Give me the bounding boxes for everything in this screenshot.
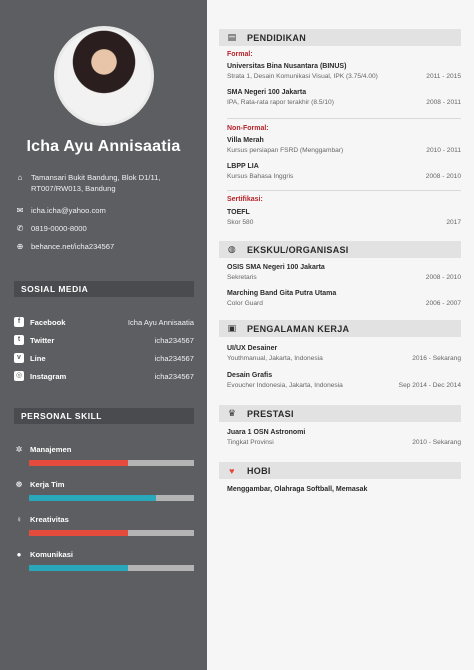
heart-icon: ♥ bbox=[229, 465, 235, 476]
twitter-icon: t bbox=[14, 335, 24, 345]
skill-bar-fill bbox=[29, 565, 128, 571]
formal-label: Formal: bbox=[227, 51, 253, 58]
skill-heading: PERSONAL SKILL bbox=[14, 408, 194, 424]
divider bbox=[227, 190, 461, 191]
skill-item bbox=[14, 513, 194, 536]
skill-bar bbox=[29, 460, 194, 466]
sertifikasi-label: Sertifikasi: bbox=[227, 196, 263, 203]
skill-bar-fill bbox=[29, 530, 128, 536]
profile-photo bbox=[54, 26, 154, 126]
skill-label: Kerja Tim bbox=[30, 479, 65, 489]
trophy-icon: ♛ bbox=[227, 408, 237, 418]
gear-icon: ✲ bbox=[15, 444, 23, 454]
section-ekskul-heading: ◍ EKSKUL/ORGANISASI bbox=[219, 241, 461, 258]
behance-text: behance.net/icha234567 bbox=[31, 242, 115, 251]
skill-bar bbox=[29, 495, 194, 501]
education-entry: LBPP LIA Kursus Bahasa Inggris 2008 - 2010 bbox=[227, 163, 461, 180]
social-item-instagram: ◎ Instagram icha234567 bbox=[15, 371, 194, 381]
skill-label: Kreativitas bbox=[30, 514, 69, 524]
certification-entry: TOEFL Skor 580 2017 bbox=[227, 209, 461, 226]
instagram-icon: ◎ bbox=[15, 372, 23, 379]
skill-label: Komunikasi bbox=[30, 549, 74, 559]
social-item-twitter: t Twitter icha234567 bbox=[14, 334, 194, 346]
contact-behance bbox=[14, 241, 199, 252]
facebook-icon: f bbox=[14, 317, 24, 327]
work-entry: Desain Grafis Evoucher Indonesia, Jakarta, Indonesia Sep 2014 - Dec 2014 bbox=[227, 372, 461, 389]
hobby-entry: Menggambar, Olahraga Softball, Memasak bbox=[227, 486, 368, 493]
achievement-entry: Juara 1 OSN Astronomi Tingkat Provinsi 2010 - Sekarang bbox=[227, 429, 461, 446]
skill-label: Manajemen bbox=[30, 444, 72, 454]
divider bbox=[227, 118, 461, 119]
team-icon: ☸ bbox=[15, 479, 23, 489]
phone-icon: ✆ bbox=[16, 224, 24, 233]
skill-item bbox=[14, 443, 194, 466]
social-item-facebook: f Facebook Icha Ayu Annisaatia bbox=[14, 316, 194, 328]
organization-entry: Marching Band Gita Putra Utama Color Guard 2006 - 2007 bbox=[227, 290, 461, 307]
social-item-line: v Line icha234567 bbox=[14, 352, 194, 364]
briefcase-icon: ▣ bbox=[227, 323, 237, 333]
skill-bar bbox=[29, 565, 194, 571]
contact-email bbox=[14, 205, 199, 216]
globe-icon: ⊕ bbox=[16, 242, 24, 251]
skill-bar-fill bbox=[29, 460, 128, 466]
chat-icon: ● bbox=[16, 549, 22, 559]
section-pendidikan-heading: ▤ PENDIDIKAN bbox=[219, 29, 461, 46]
education-entry: SMA Negeri 100 Jakarta IPA, Rata-rata rapor terakhir (8.5/10) 2008 - 2011 bbox=[227, 89, 461, 106]
profile-name: Icha Ayu Annisaatia bbox=[26, 138, 181, 155]
skill-item bbox=[14, 478, 194, 501]
mail-icon: ✉ bbox=[16, 206, 24, 215]
section-prestasi-heading: ♛ PRESTASI bbox=[219, 405, 461, 422]
contact-phone bbox=[14, 223, 199, 234]
skill-item bbox=[14, 548, 194, 571]
sidebar bbox=[0, 0, 207, 670]
nonformal-label: Non-Formal: bbox=[227, 125, 269, 132]
section-kerja-heading: ▣ PENGALAMAN KERJA bbox=[219, 320, 461, 337]
contact-address bbox=[14, 172, 199, 194]
bulb-icon: ♀ bbox=[16, 514, 22, 524]
phone-text: 0819-0000-8000 bbox=[31, 224, 87, 233]
education-entry: Universitas Bina Nusantara (BINUS) Strata 1, Desain Komunikasi Visual, IPK (3.75/4.00) 2011 - 2015 bbox=[227, 63, 461, 80]
section-hobi-heading: ♥ HOBI bbox=[219, 462, 461, 479]
education-icon: ▤ bbox=[227, 32, 237, 42]
skill-bar-fill bbox=[29, 495, 156, 501]
education-entry: Villa Merah Kursus persiapan FSRD (Menggambar) 2010 - 2011 bbox=[227, 137, 461, 154]
address-text: Tamansari Bukit Bandung, Blok D1/11, RT007/RW013, Bandung bbox=[31, 173, 161, 193]
organization-entry: OSIS SMA Negeri 100 Jakarta Sekretaris 2008 - 2010 bbox=[227, 264, 461, 281]
email-text: icha.icha@yahoo.com bbox=[31, 206, 106, 215]
work-entry: UI/UX Desainer Youthmanual, Jakarta, Indonesia 2016 - Sekarang bbox=[227, 345, 461, 362]
line-icon: v bbox=[14, 353, 24, 363]
home-icon: ⌂ bbox=[17, 173, 23, 182]
globe-icon: ◍ bbox=[227, 244, 237, 254]
skill-bar bbox=[29, 530, 194, 536]
social-heading: SOSIAL MEDIA bbox=[14, 281, 194, 297]
